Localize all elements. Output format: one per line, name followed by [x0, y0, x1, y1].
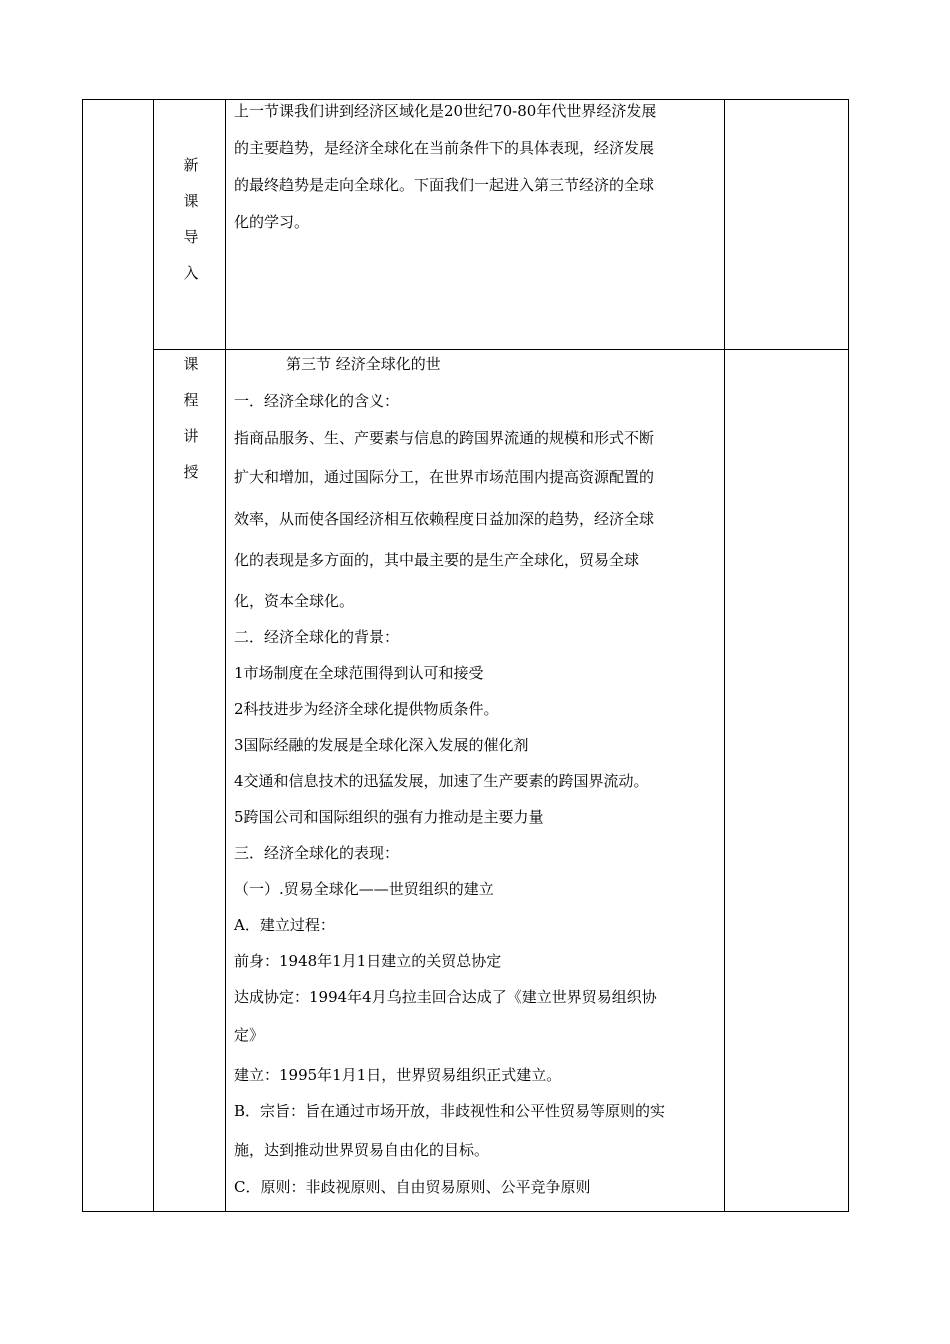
lecture-line: 2科技进步为经济全球化提供物质条件。 [234, 700, 499, 718]
intro-label-char: 导 [183, 228, 199, 246]
intro-line: 的最终趋势是走向全球化。下面我们一起进入第三节经济的全球 [234, 176, 655, 194]
column-divider-3 [724, 99, 725, 1212]
lecture-label [160, 346, 222, 490]
section-title: 第三节 经济全球化的世 [286, 355, 441, 373]
lecture-line: 达成协定：1994年4月乌拉圭回合达成了《建立世界贸易组织协 [234, 988, 657, 1006]
lecture-line: 5跨国公司和国际组织的强有力推动是主要力量 [234, 808, 544, 826]
lecture-line: 施，达到推动世界贸易自由化的目标。 [234, 1141, 490, 1159]
lecture-line: 定》 [234, 1026, 265, 1044]
table-left-border [82, 99, 83, 1212]
lecture-line: 4交通和信息技术的迅猛发展，加速了生产要素的跨国界流动。 [234, 772, 649, 790]
lecture-line: 指商品服务、生、产要素与信息的跨国界流通的规模和形式不断 [234, 429, 655, 447]
lecture-line: B．宗旨：旨在通过市场开放，非歧视性和公平性贸易等原则的实 [234, 1102, 666, 1120]
column-divider-2 [225, 99, 226, 1212]
lecture-line: A．建立过程： [234, 916, 335, 934]
lecture-line: 化的表现是多方面的，其中最主要的是生产全球化，贸易全球 [234, 551, 640, 569]
lecture-line: 前身：1948年1月1日建立的关贸总协定 [234, 952, 502, 970]
intro-label-char: 新 [183, 156, 199, 174]
intro-label [160, 147, 222, 291]
lecture-label-char: 课 [183, 355, 199, 373]
table-bottom-border [82, 1211, 849, 1212]
lecture-line: 3国际经融的发展是全球化深入发展的催化剂 [234, 736, 529, 754]
lecture-line: 化，资本全球化。 [234, 592, 355, 610]
lecture-line: 三．经济全球化的表现： [234, 844, 400, 862]
lecture-label-char: 授 [183, 463, 199, 481]
lecture-line: 效率，从而使各国经济相互依赖程度日益加深的趋势，经济全球 [234, 510, 655, 528]
lecture-label-char: 讲 [183, 427, 199, 445]
lecture-line: C．原则：非歧视原则、自由贸易原则、公平竞争原则 [234, 1178, 591, 1196]
intro-line: 化的学习。 [234, 213, 310, 231]
column-divider-1 [153, 99, 154, 1212]
lecture-line: 二．经济全球化的背景： [234, 628, 400, 646]
lecture-line: 建立：1995年1月1日，世界贸易组织正式建立。 [234, 1066, 562, 1084]
lecture-label-char: 程 [183, 391, 199, 409]
lecture-line: 扩大和增加，通过国际分工，在世界市场范围内提高资源配置的 [234, 468, 655, 486]
intro-line: 上一节课我们讲到经济区域化是20世纪70-80年代世界经济发展 [234, 102, 657, 120]
lecture-line: （一）.贸易全球化——世贸组织的建立 [234, 880, 494, 898]
lecture-content [234, 0, 720, 1211]
intro-label-char: 入 [183, 264, 199, 282]
lecture-line: 一．经济全球化的含义： [234, 392, 400, 410]
intro-line: 的主要趋势，是经济全球化在当前条件下的具体表现，经济发展 [234, 139, 655, 157]
lecture-line: 1市场制度在全球范围得到认可和接受 [234, 664, 484, 682]
table-right-border [848, 99, 849, 1212]
intro-label-char: 课 [183, 192, 199, 210]
